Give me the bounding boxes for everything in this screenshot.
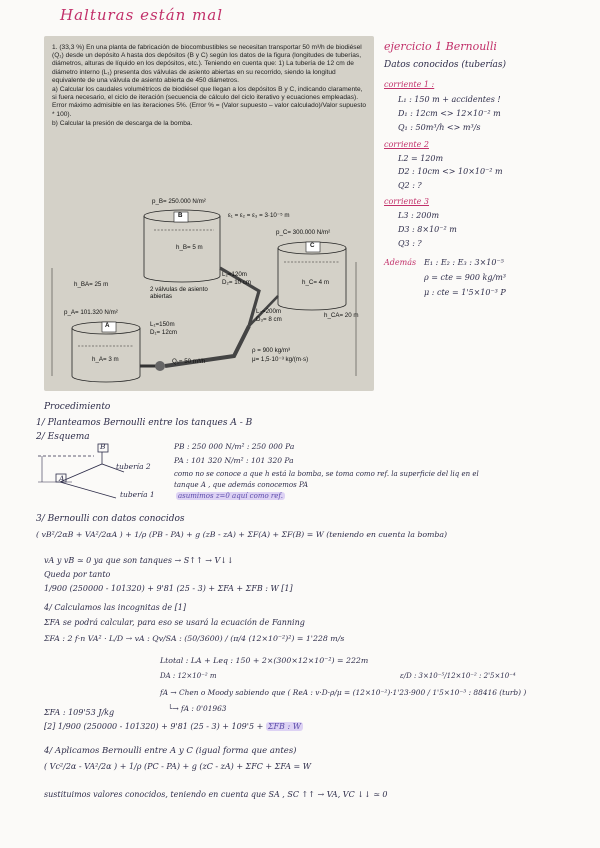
tank-c-bottom [278,304,346,310]
equation-2: [2] 1/900 (250000 - 101320) + 9'81 (25 - 3) + 109'5 + [44,722,266,731]
friction-loss-a: ΣFA : 109'53 J/kg [44,708,115,717]
reference-highlight: asumimos z=0 aquí como ref. [178,492,283,500]
sketch-pipe-2 [60,464,124,482]
density-value: ρ = cte = 900 kg/m³ [424,273,506,282]
equation-2-highlight: ΣFB : W [267,722,301,731]
label-l1: L₁=150m [150,321,175,328]
label-hba: h_BA= 25 m [74,281,109,288]
problem-paragraph: a) Calcular los caudales volumétricos de biodiésel que llegan a los depósitos B y C, indicando claramente, si fuera necesario, el ciclo de iteración (secuencia de cálculo del ciclo iterativo y ecuaciones empleadas). Error máximo admisible en las iteraciones 5%. (Error % = (Valor supuesto – valor calculado)/Valor supuesto * 100). [52,86,367,118]
stream-1-length: L₁ : 150 m + accidentes ! [398,95,501,104]
label-d1: D₁= 12cm [150,329,178,336]
viscosity-value: μ : cte = 1'5×10⁻³ P [424,288,506,297]
stream-1-heading: corriente 1 : [384,80,435,89]
additionally-label: Además [384,258,417,267]
problem-panel [44,36,374,391]
substitution-note: sustituimos valores conocidos, teniendo en cuenta que SA , SC ↑↑ → VA, VC ↓↓ ≃ 0 [44,790,388,799]
bernoulli-equation-ab: ( vB²/2αB + VA²/2αA ) + 1/ρ (PB - PA) + g (zB - zA) + ΣF(A) + ΣF(B) = W (teniendo en cuenta la bomba) [36,530,448,539]
stream-1-flow: Q₁ : 50m³/h <> m³/s [398,123,481,132]
reference-note-1: como no se conoce a que h está la bomba, se toma como ref. la superficie del liq en el [174,470,479,478]
stream-2-diameter: D2 : 10cm <> 10×10⁻² m [398,167,503,176]
step-4: 4/ Calculamos las incognitas de [1] [44,603,186,612]
diameter-a: DA : 12×10⁻² m [160,672,217,680]
reynolds-number: fA → Chen o Moody sabiendo que ( ReA : v·D·ρ/μ = (12×10⁻²)·1'23·900 / 1'5×10⁻³ : 88416 (turb) ) [160,688,527,697]
roughness-values: E₁ : E₂ : E₃ : 3×10⁻⁵ [424,258,504,267]
tank-velocity-note: vA y vB ≃ 0 ya que son tanques → S↑↑ → V↓↓ [44,556,234,565]
total-length: Ltotal : LA + Leq : 150 + 2×(300×12×10⁻²) = 222m [160,656,369,665]
label-d3: D₃= 8 cm [256,316,282,323]
stream-3-diameter: D3 : 8×10⁻² m [398,225,457,234]
label-ha: h_A= 3 m [92,356,119,363]
label-hca: h_CA= 20 m [324,312,359,319]
label-hb: h_B= 5 m [176,244,203,251]
equation-1: 1/900 (250000 - 101320) + 9'81 (25 - 3) + ΣFA + ΣFB : W [1] [44,584,293,593]
exercise-title: ejercicio 1 Bernoulli [384,40,497,53]
reference-note-2: tanque A , que además conocemos PA [174,481,309,489]
label-pb: p_B= 250.000 N/m² [152,198,206,205]
sketch-label-pipe-1: tubería 1 [120,490,155,499]
label-q1: Q₁= 50 m³/h [172,358,206,365]
stream-2-length: L2 = 120m [398,154,444,163]
label-tank-b: B [178,212,183,219]
stream-3-length: L3 : 200m [398,211,440,220]
label-hc: h_C= 4 m [302,279,329,286]
label-eps: ε₁ = ε₂ = ε₃ = 3·10⁻⁵ m [228,212,290,219]
pressure-b: PB : 250 000 N/m² : 250 000 Pa [174,442,295,451]
stream-3-flow: Q3 : ? [398,239,422,248]
problem-paragraph: 1. (33,3 %) En una planta de fabricación de biocombustibles se necesitan transportar 50 m³/h de biodiésel (Q₁) desde un depósito A hasta dos depósitos (B y C) según los datos de la figura (longitudes de tuberías, diámetros, alturas de líquido en los depósitos, etc.). Teniendo en cuenta que: 1) La tubería de 12 cm de diámetro interno (L₁) presenta dos válvulas de asiento abiertas en su recorrido, siendo la longitud equivalente de una válvula de asiento abierta de 450 diámetros. [52,44,362,84]
remaining-label: Queda por tanto [44,570,111,579]
tank-b-bottom [144,276,220,282]
label-mu: μ= 1,5·10⁻³ kg/(m·s) [252,356,309,363]
problem-paragraph: b) Calcular la presión de descarga de la bomba. [52,119,193,127]
stream-3-heading: corriente 3 [384,197,429,206]
label-pc: p_C= 300.000 N/m² [276,229,331,236]
stream-2-flow: Q2 : ? [398,181,422,190]
tank-diagram [44,36,374,391]
fanning-equation: ΣFA : 2 f·n VA² · L/D → vA : Qv/SA : (50/3600) / (π/4 (12×10⁻²)²) = 1'228 m/s [44,634,345,643]
step-2: 2/ Esquema [36,432,90,442]
step-3: 3/ Bernoulli con datos conocidos [36,514,185,524]
label-l2: L₂=120m [222,271,247,278]
relative-roughness: ε/D : 3×10⁻⁵/12×10⁻² : 2'5×10⁻⁴ [400,672,516,680]
friction-factor: └→ fA : 0'01963 [168,704,227,713]
stream-2-heading: corriente 2 [384,140,429,149]
known-data-title: Datos conocidos (tuberías) [384,60,507,70]
fanning-note: ΣFA se podrá calcular, para eso se usará la ecuación de Fanning [44,618,305,627]
header-note: Halturas están mal [60,6,224,24]
step-1: 1/ Planteamos Bernoulli entre los tanques A - B [36,418,253,428]
pump [155,361,165,371]
label-pa: p_A= 101.320 N/m² [64,309,118,316]
label-tank-c: C [310,242,315,249]
stream-1-diameter: D₁ : 12cm <> 12×10⁻² m [398,109,501,118]
procedure-heading: Procedimiento [44,402,111,412]
pressure-a: PA : 101 320 N/m² : 101 320 Pa [174,456,294,465]
label-tank-a: A [105,322,110,329]
bernoulli-equation-ac: ( Vc²/2α - VA²/2α ) + 1/ρ (PC - PA) + g (zC - zA) + ΣFC + ΣFA = W [44,762,311,771]
sketch-label-b: B [100,442,106,451]
tank-a-bottom [72,376,140,382]
label-l3: L₃=200m [256,308,282,315]
label-rho: ρ = 900 kg/m³ [252,347,291,354]
label-valves: 2 válvulas de asiento abiertas [150,286,208,300]
label-d2: D₂= 10 cm [222,279,252,286]
sketch-label-pipe-2: tubería 2 [116,462,151,471]
step-4b: 4/ Aplicamos Bernoulli entre A y C (igual forma que antes) [44,746,297,756]
sketch-label-a: A [59,474,65,483]
sketch-pipe-1 [60,482,116,498]
